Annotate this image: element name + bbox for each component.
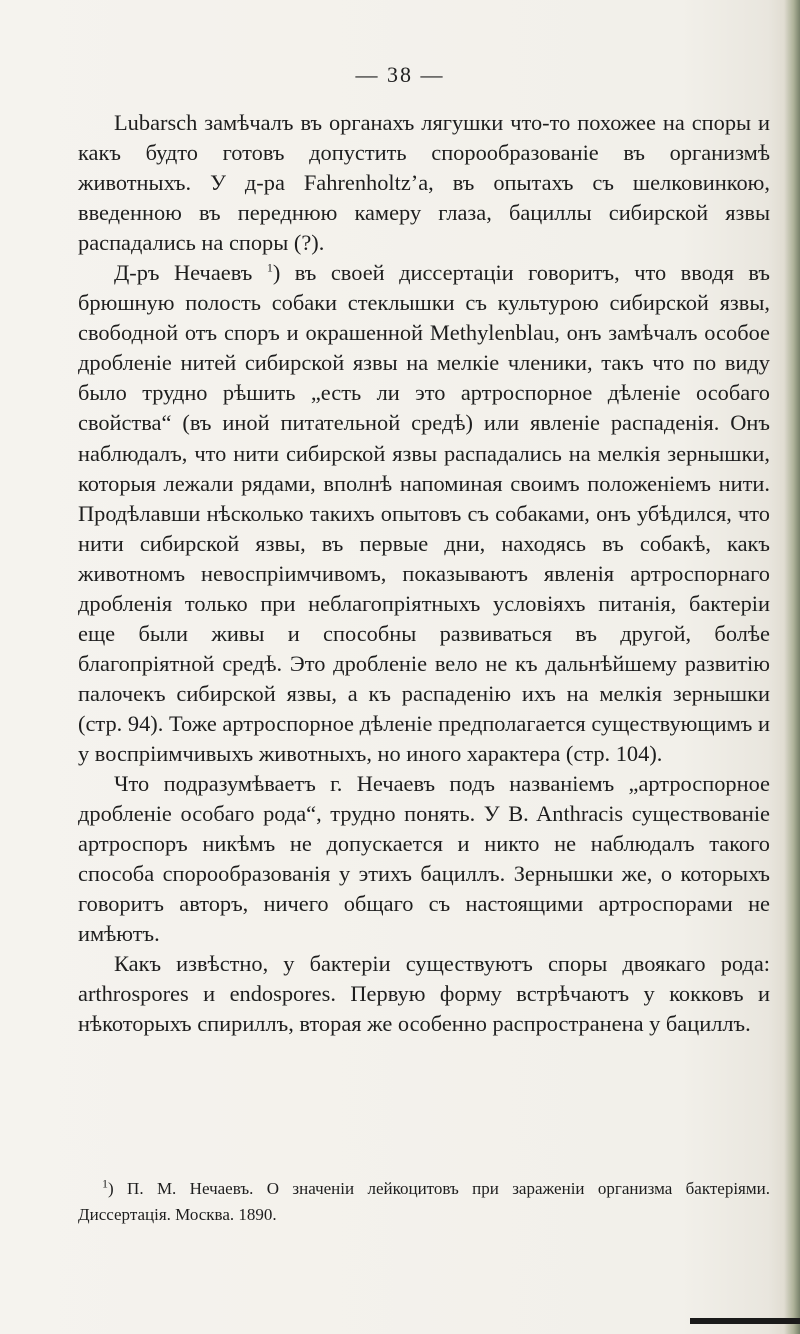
body-text [78,108,770,1039]
paragraph-2-body: ) въ своей диссертаціи говоритъ, что вводя въ брюшную полость собаки стеклышки съ культурою сибирской язвы, свободной отъ споръ и окрашенной Methylenblau, онъ замѣчалъ особое дробленіе нитей сибирской язвы на мелкіе членики, такъ что по виду было трудно рѣшить „есть ли это артроспорное дѣленіе особаго свойства“ (въ иной питательной средѣ) или явленіе распаденія. Онъ наблюдалъ, что нити сибирской язвы распадались на мелкія зернышки, которыя лежали рядами, вполнѣ напоминая своимъ положеніемъ нити. Продѣлавши нѣсколько такихъ опытовъ съ собаками, онъ убѣдился, что нити сибирской язвы, въ первые дни, находясь въ собакѣ, какъ животномъ невоспріимчивомъ, показываютъ явленія артроспорнаго дробленія только при неблагопріятныхъ условіяхъ питанія, бактеріи еще были живы и способны развиваться въ другой, болѣе благопріятной средѣ. Это дробленіе вело не къ дальнѣйшему развитію палочекъ сибирской язвы, а къ распаденію ихъ на мелкія зернышки (стр. 94). Тоже артроспорное дѣленіе предполагается существующимъ и у воспріимчивыхъ животныхъ, но иного характера (стр. 104). [78,260,770,766]
page-edge-shadow [784,0,800,1334]
footnote-reference-mark[interactable]: 1 [266,260,273,275]
footnote [78,1176,770,1228]
footnote-text: ) П. М. Нечаевъ. О значеніи лейкоцитовъ при зараженіи организма бактеріями. Диссертація. Москва. 1890. [78,1179,770,1224]
paragraph-2 [78,258,770,769]
page-number: — 38 — [355,62,445,87]
paragraph-3: Что подразумѣваетъ г. Нечаевъ подъ названіемъ „артроспорное дробленіе особаго рода“, трудно понять. У B. Anthracis существованіе артроспоръ никѣмъ не допускается и никто не наблюдалъ такого способа спорообразованія у этихъ бациллъ. Зернышки же, о которыхъ говоритъ авторъ, ничего общаго съ настоящими артроспорами не имѣютъ. [78,771,770,947]
paragraph-4: Какъ извѣстно, у бактеріи существуютъ споры двоякаго рода: arthrosporеs и endospores. Первую форму встрѣчаютъ у кокковъ и нѣкоторыхъ спириллъ, вторая же особенно распространена у бациллъ. [78,951,770,1037]
footnote-mark: 1 [102,1176,108,1191]
bottom-rule [690,1318,800,1324]
paragraph-1: Lubarsch замѣчалъ въ органахъ лягушки что-то похожее на споры и какъ будто готовъ допустить спорообразованіе въ организмѣ животныхъ. У д-ра Fahrenholtz’a, въ опытахъ съ шелковинкою, введенною въ переднюю камеру глаза, бациллы сибирской язвы распадались на споры (?). [78,110,770,256]
paragraph-2-lead: Д-ръ Нечаевъ [114,260,253,286]
